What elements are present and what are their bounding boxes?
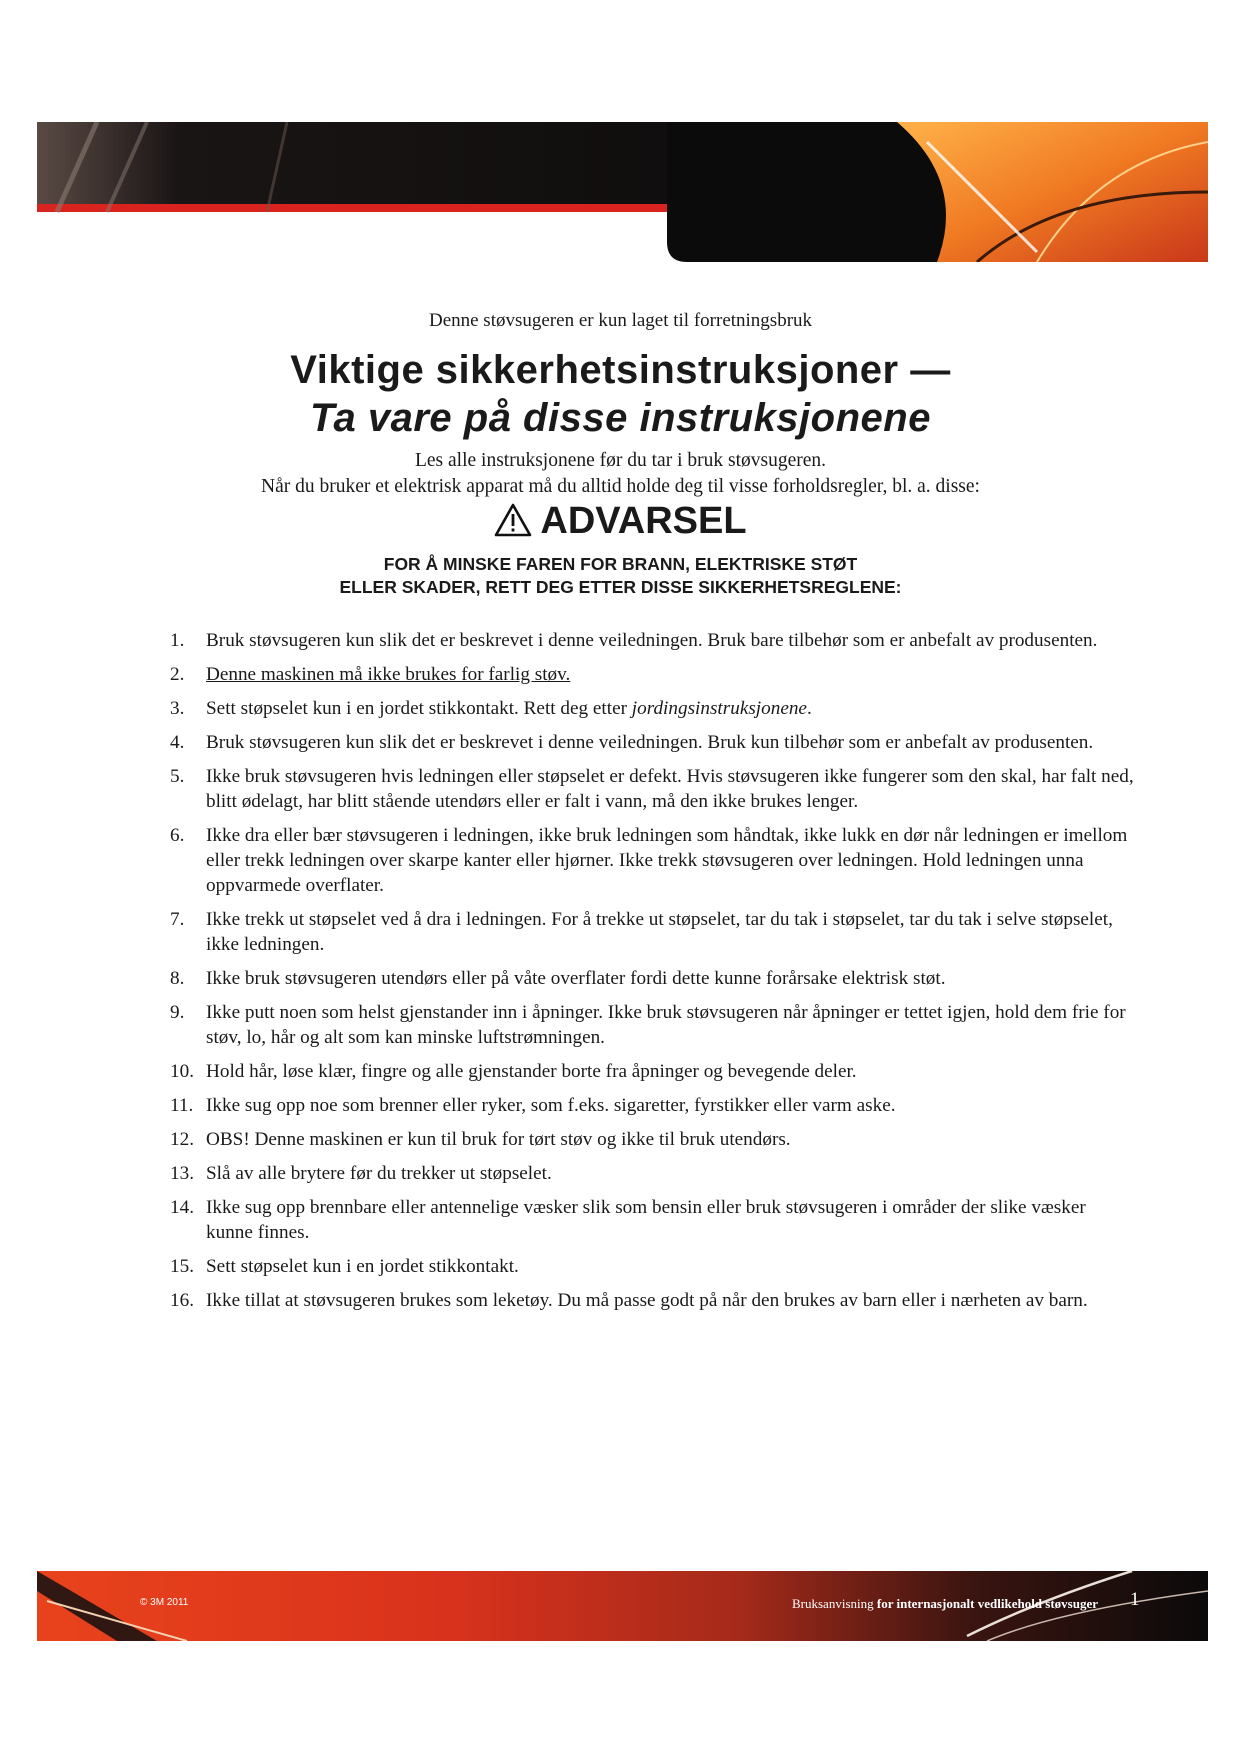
page-title-line1: Viktige sikkerhetsinstruksjoner — <box>290 348 951 392</box>
list-item: 2. Denne maskinen må ikke brukes for farlig støv. <box>170 664 571 685</box>
list-item: 9. Ikke putt noen som helst gjenstander inn i åpninger. Ikke bruk støvsugeren når åpninger er tettet igjen, hold dem frie for støv, lo, hår og alt som kan minske luftstrømningen. <box>170 1002 1126 1048</box>
list-item: 7. Ikke trekk ut støpselet ved å dra i ledningen. For å trekke ut støpselet, tar du tak i støpselet, tar du tak i selve støpselet, ikke ledningen. <box>170 909 1113 955</box>
list-item: 12. OBS! Denne maskinen er kun til bruk for tørt støv og ikke til bruk utendørs. <box>170 1129 791 1150</box>
list-item: 8. Ikke bruk støvsugeren utendørs eller på våte overflater fordi dette kunne forårsake elektrisk støt. <box>170 968 946 989</box>
list-item: 6. Ikke dra eller bær støvsugeren i ledningen, ikke bruk ledningen som håndtak, ikke lukk en dør når ledningen er imellom eller trekk ledningen over skarpe kanter eller hjørner. Ikke trekk støvsugeren over ledningen. Hold ledningen unna oppvarmede overflater. <box>170 825 1128 896</box>
list-item: 15. Sett støpselet kun i en jordet stikkontakt. <box>170 1256 519 1277</box>
copyright: © 3M 2011 <box>140 1597 189 1608</box>
warning-subline1: FOR Å MINSKE FAREN FOR BRANN, ELEKTRISKE STØT <box>383 554 858 574</box>
list-item: 14. Ikke sug opp brennbare eller antennelige væsker slik som bensin eller bruk støvsugeren i områder der slike væsker kunne finnes. <box>170 1197 1086 1243</box>
list-item: 16. Ikke tillat at støvsugeren brukes som leketøy. Du må passe godt på når den brukes av barn eller i nærheten av barn. <box>170 1290 1088 1311</box>
list-item: 11. Ikke sug opp noe som brenner eller ryker, som f.eks. sigaretter, fyrstikker eller varm aske. <box>170 1095 896 1116</box>
business-use-note: Denne støvsugeren er kun laget til forretningsbruk <box>428 310 813 331</box>
list-item: 1. Bruk støvsugeren kun slik det er beskrevet i denne veiledningen. Bruk bare tilbehør som er anbefalt av produsenten. <box>170 630 1098 651</box>
warning-triangle-icon <box>494 503 532 537</box>
safety-rules-list <box>170 628 1135 1322</box>
list-item: 5. Ikke bruk støvsugeren hvis ledningen eller støpselet er defekt. Hvis støvsugeren ikke fungerer som den skal, har falt ned, blitt ødelagt, har blitt stående utendørs eller er falt i vann, må den ikke brukes lenger. <box>170 766 1134 812</box>
page-number: 1 <box>1130 1589 1140 1610</box>
list-item: 13. Slå av alle brytere før du trekker ut støpselet. <box>170 1163 552 1184</box>
intro-line1: Les alle instruksjonene før du tar i bruk støvsugeren. <box>414 450 827 471</box>
list-item: 3. Sett støpselet kun i en jordet stikkontakt. Rett deg etter jordingsinstruksjonene. <box>170 698 812 719</box>
page-title-line2: Ta vare på disse instruksjonene <box>310 396 931 440</box>
warning-subline2: ELLER SKADER, RETT DEG ETTER DISSE SIKKERHETSREGLENE: <box>339 577 902 597</box>
list-item: 10. Hold hår, løse klær, fingre og alle gjenstander borte fra åpninger og bevegende deler. <box>170 1061 857 1082</box>
intro-line2: Når du bruker et elektrisk apparat må du alltid holde deg til visse forholdsregler, bl. a. disse: <box>261 476 980 497</box>
warning-heading <box>0 500 1241 543</box>
list-item: 4. Bruk støvsugeren kun slik det er beskrevet i denne veiledningen. Bruk kun tilbehør som er anbefalt av produsenten. <box>170 732 1094 753</box>
warning-heading-text: ADVARSEL <box>540 500 747 542</box>
header-banner <box>37 122 1208 262</box>
footer-document-title: Bruksanvisning for internasjonalt vedlikehold støvsuger <box>792 1596 1099 1611</box>
